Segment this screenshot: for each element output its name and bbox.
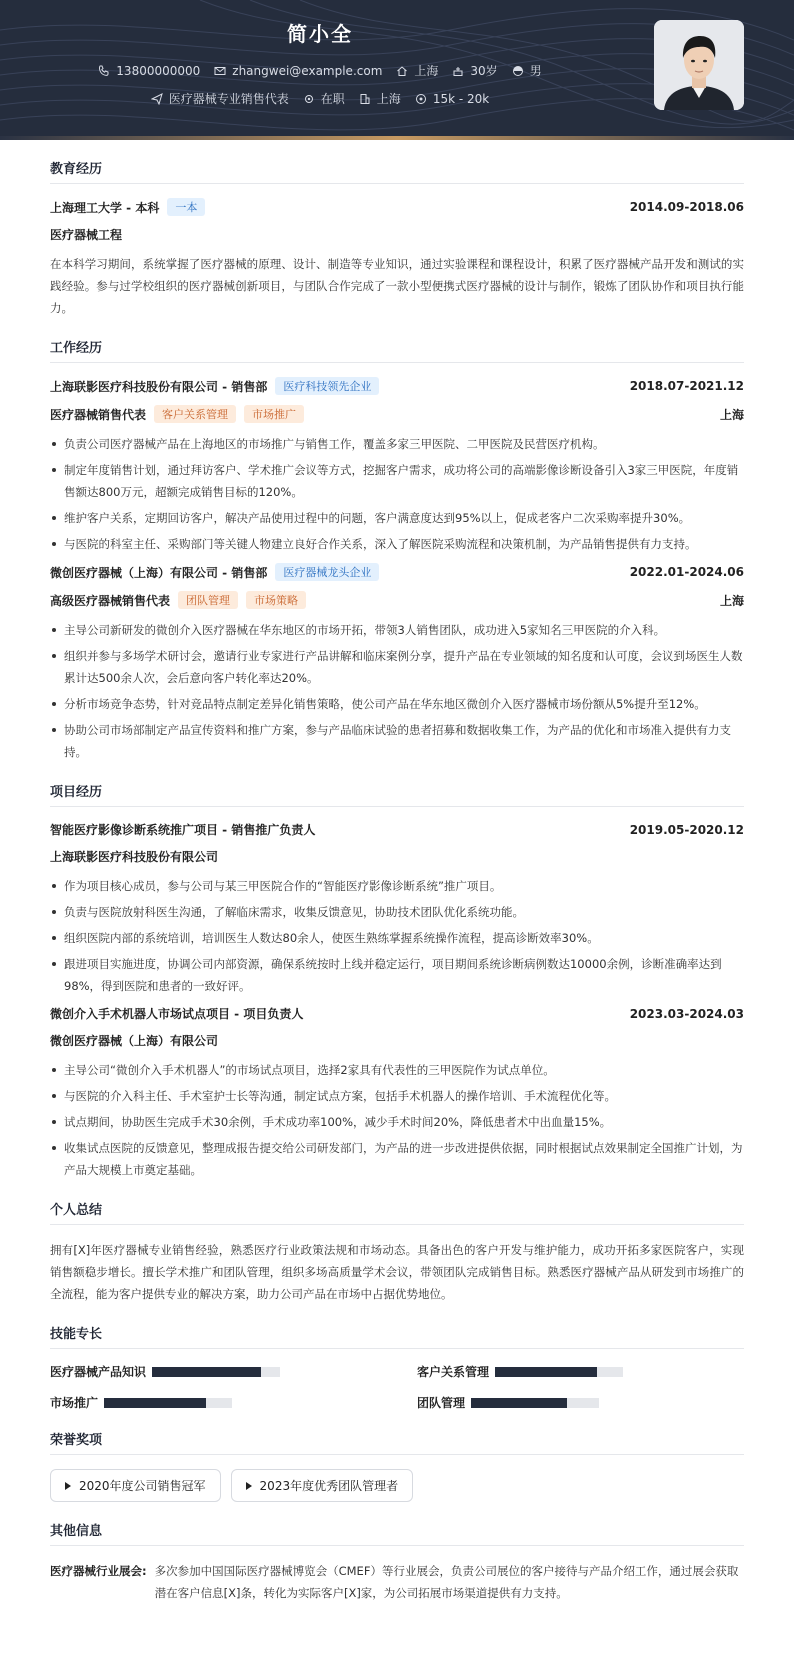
skill-item bbox=[417, 1394, 744, 1411]
other-info-label: 医疗器械行业展会: bbox=[50, 1564, 147, 1578]
other-info-text: 多次参加中国国际医疗器械博览会（CMEF）等行业展会，负责公司展位的客户接待与产品介绍工作，通过展会获取潜在客户信息[X]条，转化为实际客户[X]家，为公司拓展市场渠道提供有力支持。 bbox=[154, 1564, 739, 1600]
award-label: 2023年度优秀团队管理者 bbox=[259, 1479, 399, 1493]
skill-bar bbox=[152, 1367, 280, 1377]
bullet-item: 作为项目核心成员，参与公司与某三甲医院合作的“智能医疗影像诊断系统”推广项目。 bbox=[50, 875, 744, 897]
other-section bbox=[50, 1520, 744, 1604]
project-name: 微创介入手术机器人市场试点项目 - 项目负责人 bbox=[50, 1007, 304, 1021]
education-section bbox=[50, 158, 744, 319]
status-value: 在职 bbox=[320, 92, 345, 106]
building-icon bbox=[359, 93, 371, 105]
section-title-other: 其他信息 bbox=[50, 1520, 744, 1546]
gender-icon bbox=[512, 65, 524, 77]
phone-item bbox=[98, 62, 200, 79]
section-title-summary: 个人总结 bbox=[50, 1199, 744, 1225]
city-item bbox=[396, 62, 438, 79]
awards-section bbox=[50, 1429, 744, 1502]
awards-list bbox=[50, 1469, 744, 1502]
project-entry bbox=[50, 821, 744, 997]
major-name: 医疗器械工程 bbox=[50, 228, 123, 242]
city-value: 上海 bbox=[414, 64, 439, 78]
age-value: 30岁 bbox=[470, 64, 498, 78]
salary-icon bbox=[415, 93, 427, 105]
resume-header bbox=[0, 0, 794, 140]
age-item bbox=[452, 62, 497, 79]
skill-item bbox=[50, 1394, 377, 1411]
skill-tag: 团队管理 bbox=[178, 591, 238, 609]
bullet-item: 与医院的科室主任、采购部门等关键人物建立良好合作关系，深入了解医院采购流程和决策机制，为产品销售提供有力支持。 bbox=[50, 533, 744, 555]
work-entry bbox=[50, 377, 744, 555]
skill-name: 医疗器械产品知识 bbox=[50, 1365, 147, 1379]
skill-bar bbox=[471, 1398, 599, 1408]
email-value: zhangwei@example.com bbox=[232, 63, 383, 78]
section-title-work: 工作经历 bbox=[50, 337, 744, 363]
section-title-skills: 技能专长 bbox=[50, 1323, 744, 1349]
home-icon bbox=[396, 65, 408, 77]
work-header bbox=[50, 563, 744, 581]
phone-icon bbox=[98, 65, 110, 77]
send-icon bbox=[151, 93, 163, 105]
company-name: 微创医疗器械（上海）有限公司 - 销售部 bbox=[50, 565, 268, 580]
skill-bar-fill bbox=[495, 1367, 597, 1377]
skill-name: 团队管理 bbox=[417, 1396, 466, 1410]
work-bullets bbox=[50, 619, 744, 763]
bullet-item: 维护客户关系，定期回访客户，解决产品使用过程中的问题，客户满意度达到95%以上，促成老客户二次采购率提升30%。 bbox=[50, 507, 744, 529]
work-section bbox=[50, 337, 744, 763]
target-job-item bbox=[151, 90, 289, 107]
project-bullets bbox=[50, 1059, 744, 1181]
skill-bar bbox=[104, 1398, 232, 1408]
company-tag: 医疗器械龙头企业 bbox=[275, 563, 379, 581]
section-title-education: 教育经历 bbox=[50, 158, 744, 184]
bullet-item: 负责与医院放射科医生沟通，了解临床需求，收集反馈意见，协助技术团队优化系统功能。 bbox=[50, 901, 744, 923]
skill-bar-fill bbox=[104, 1398, 206, 1408]
bullet-item: 试点期间，协助医生完成手术30余例，手术成功率100%，减少手术时间20%，降低患者术中出血量15%。 bbox=[50, 1111, 744, 1133]
target-job-value: 医疗器械专业销售代表 bbox=[168, 92, 289, 106]
bullet-item: 协助公司市场部制定产品宣传资料和推广方案，参与产品临床试验的患者招募和数据收集工作，为产品的优化和市场准入提供有力支持。 bbox=[50, 719, 744, 763]
work-entry bbox=[50, 563, 744, 763]
education-description: 在本科学习期间，系统掌握了医疗器械的原理、设计、制造等专业知识，通过实验课程和课程设计，积累了医疗器械产品开发和测试的实践经验。参与过学校组织的医疗器械创新项目，与团队合作完成了一款小型便携式医疗器械的设计与制作，锻炼了团队协作和项目执行能力。 bbox=[50, 257, 744, 315]
work-date: 2022.01-2024.06 bbox=[629, 565, 744, 579]
bullet-item: 组织并参与多场学术研讨会，邀请行业专家进行产品讲解和临床案例分享，提升产品在专业领域的知名度和认可度，会议到场医生人数累计达500余人次，会后意向客户转化率达20%。 bbox=[50, 645, 744, 689]
education-date: 2014.09-2018.06 bbox=[629, 200, 744, 214]
skill-tag: 客户关系管理 bbox=[154, 405, 236, 423]
phone-value: 13800000000 bbox=[116, 63, 201, 78]
work-header bbox=[50, 377, 744, 395]
target-city-value: 上海 bbox=[376, 92, 401, 106]
skill-tag: 市场策略 bbox=[246, 591, 306, 609]
award-chip bbox=[231, 1469, 414, 1502]
work-bullets bbox=[50, 433, 744, 555]
skill-bar-fill bbox=[471, 1398, 567, 1408]
play-triangle-icon bbox=[65, 1482, 71, 1490]
target-city-item bbox=[359, 90, 401, 107]
job-intent-row bbox=[0, 90, 640, 107]
avatar-illustration bbox=[654, 20, 744, 110]
skill-bar-fill bbox=[152, 1367, 261, 1377]
bullet-item: 负责公司医疗器械产品在上海地区的市场推广与销售工作，覆盖多家三甲医院、二甲医院及民营医疗机构。 bbox=[50, 433, 744, 455]
work-role-row bbox=[50, 591, 744, 609]
status-item bbox=[303, 90, 345, 107]
project-entry bbox=[50, 1005, 744, 1181]
work-location: 上海 bbox=[719, 593, 744, 608]
company-tag: 医疗科技领先企业 bbox=[275, 377, 379, 395]
bullet-item: 与医院的介入科主任、手术室护士长等沟通，制定试点方案，包括手术机器人的操作培训、手术流程优化等。 bbox=[50, 1085, 744, 1107]
summary-text: 拥有[X]年医疗器械专业销售经验，熟悉医疗行业政策法规和市场动态。具备出色的客户开发与维护能力，成功开拓多家医院客户，实现销售额稳步增长。擅长学术推广和团队管理，组织多场高质量学术会议，带领团队完成销售目标。熟悉医疗器械产品从研发到市场推广的全流程，能为客户提供专业的解决方案，助力公司产品在市场中占据优势地位。 bbox=[50, 1243, 744, 1301]
avatar-photo bbox=[654, 20, 744, 110]
bullet-item: 主导公司新研发的微创介入医疗器械在华东地区的市场开拓，带领3人销售团队，成功进入5家知名三甲医院的介入科。 bbox=[50, 619, 744, 641]
skill-bar bbox=[495, 1367, 623, 1377]
skills-grid bbox=[50, 1363, 744, 1411]
play-triangle-icon bbox=[246, 1482, 252, 1490]
project-date: 2019.05-2020.12 bbox=[629, 822, 744, 837]
salary-item bbox=[415, 90, 489, 107]
work-location: 上海 bbox=[719, 407, 744, 422]
award-label: 2020年度公司销售冠军 bbox=[79, 1479, 206, 1493]
skill-item bbox=[50, 1363, 377, 1380]
education-header bbox=[50, 198, 744, 216]
award-chip bbox=[50, 1469, 221, 1502]
school-name: 上海理工大学 - 本科 bbox=[50, 200, 160, 215]
projects-section bbox=[50, 781, 744, 1181]
work-date: 2018.07-2021.12 bbox=[629, 379, 744, 393]
project-date: 2023.03-2024.03 bbox=[629, 1006, 744, 1021]
school-tag: 一本 bbox=[167, 198, 205, 216]
mail-icon bbox=[214, 65, 226, 77]
company-name: 上海联影医疗科技股份有限公司 - 销售部 bbox=[50, 379, 268, 394]
project-header bbox=[50, 1005, 744, 1022]
bullet-item: 主导公司“微创介入手术机器人”的市场试点项目，选择2家具有代表性的三甲医院作为试点单位。 bbox=[50, 1059, 744, 1081]
header-accent-line bbox=[0, 136, 794, 140]
bullet-item: 组织医院内部的系统培训，培训医生人数达80余人，使医生熟练掌握系统操作流程，提高诊断效率30%。 bbox=[50, 927, 744, 949]
status-gear-icon bbox=[303, 93, 315, 105]
bullet-item: 分析市场竞争态势，针对竞品特点制定差异化销售策略，使公司产品在华东地区微创介入医疗器械市场份额从5%提升至12%。 bbox=[50, 693, 744, 715]
candidate-name: 简小全 bbox=[287, 22, 353, 46]
job-title: 医疗器械销售代表 bbox=[50, 407, 147, 422]
skill-tag: 市场推广 bbox=[244, 405, 304, 423]
other-info-row bbox=[50, 1560, 744, 1604]
project-company: 微创医疗器械（上海）有限公司 bbox=[50, 1034, 219, 1048]
project-bullets bbox=[50, 875, 744, 997]
project-company: 上海联影医疗科技股份有限公司 bbox=[50, 850, 219, 864]
project-header bbox=[50, 821, 744, 838]
section-title-projects: 项目经历 bbox=[50, 781, 744, 807]
contact-row bbox=[0, 62, 640, 79]
skill-item bbox=[417, 1363, 744, 1380]
gender-value: 男 bbox=[529, 64, 542, 78]
skill-name: 客户关系管理 bbox=[417, 1365, 490, 1379]
work-role-row bbox=[50, 405, 744, 423]
summary-section bbox=[50, 1199, 744, 1305]
email-item bbox=[214, 62, 382, 79]
project-name: 智能医疗影像诊断系统推广项目 - 销售推广负责人 bbox=[50, 823, 316, 837]
job-title: 高级医疗器械销售代表 bbox=[50, 593, 171, 608]
bullet-item: 收集试点医院的反馈意见，整理成报告提交给公司研发部门，为产品的进一步改进提供依据，同时根据试点效果制定全国推广计划，为产品大规模上市奠定基础。 bbox=[50, 1137, 744, 1181]
gender-item bbox=[512, 62, 542, 79]
skills-section bbox=[50, 1323, 744, 1411]
section-title-awards: 荣誉奖项 bbox=[50, 1429, 744, 1455]
bullet-item: 跟进项目实施进度，协调公司内部资源，确保系统按时上线并稳定运行，项目期间系统诊断病例数达10000余例，诊断准确率达到98%，得到医院和患者的一致好评。 bbox=[50, 953, 744, 997]
salary-value: 15k - 20k bbox=[432, 91, 490, 106]
cake-icon bbox=[452, 65, 464, 77]
bullet-item: 制定年度销售计划，通过拜访客户、学术推广会议等方式，挖掘客户需求，成功将公司的高端影像诊断设备引入3家三甲医院，年度销售额达800万元，超额完成销售目标的120%。 bbox=[50, 459, 744, 503]
skill-name: 市场推广 bbox=[50, 1396, 99, 1410]
